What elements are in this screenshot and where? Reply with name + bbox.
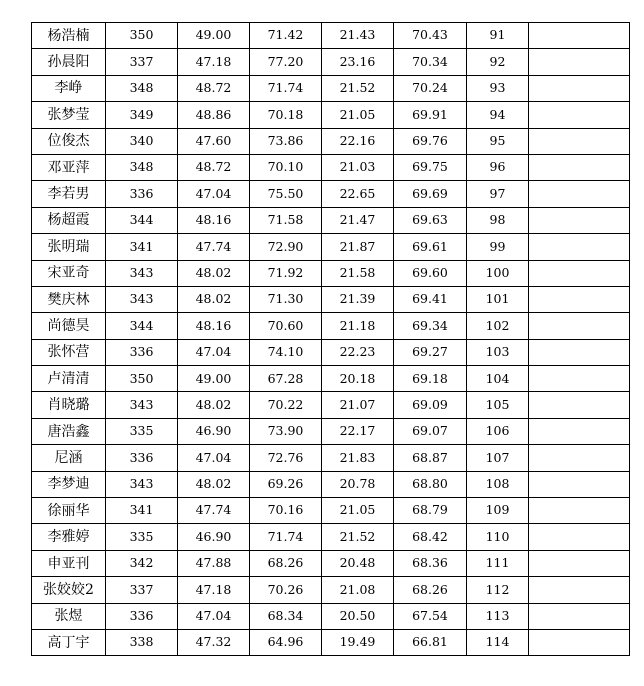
exam-score-cell: 340 <box>106 128 178 154</box>
weighted-interview-cell: 21.52 <box>322 75 394 101</box>
total-score-cell: 69.69 <box>394 181 467 207</box>
rank-cell: 99 <box>467 234 529 260</box>
exam-score-cell: 348 <box>106 75 178 101</box>
table-row <box>32 471 630 497</box>
rank-cell: 110 <box>467 524 529 550</box>
weighted-exam-cell: 46.90 <box>178 524 250 550</box>
name-cell: 宋亚奇 <box>32 260 106 286</box>
interview-score-cell: 75.50 <box>250 181 322 207</box>
remarks-cell <box>529 418 630 444</box>
table-row <box>32 102 630 128</box>
interview-score-cell: 70.22 <box>250 392 322 418</box>
remarks-cell <box>529 498 630 524</box>
name-cell: 高丁宇 <box>32 629 106 655</box>
exam-score-cell: 341 <box>106 498 178 524</box>
total-score-cell: 69.76 <box>394 128 467 154</box>
table-row <box>32 181 630 207</box>
total-score-cell: 68.80 <box>394 471 467 497</box>
total-score-cell: 69.27 <box>394 339 467 365</box>
interview-score-cell: 70.10 <box>250 154 322 180</box>
total-score-cell: 68.36 <box>394 550 467 576</box>
interview-score-cell: 68.34 <box>250 603 322 629</box>
weighted-interview-cell: 21.08 <box>322 577 394 603</box>
table-row <box>32 629 630 655</box>
total-score-cell: 70.34 <box>394 49 467 75</box>
name-cell: 李若男 <box>32 181 106 207</box>
table-row <box>32 260 630 286</box>
remarks-cell <box>529 366 630 392</box>
table-body <box>32 23 630 656</box>
exam-score-cell: 336 <box>106 339 178 365</box>
interview-score-cell: 71.42 <box>250 23 322 49</box>
name-cell: 肖晓璐 <box>32 392 106 418</box>
exam-score-cell: 337 <box>106 577 178 603</box>
interview-score-cell: 71.74 <box>250 524 322 550</box>
interview-score-cell: 70.26 <box>250 577 322 603</box>
weighted-exam-cell: 48.02 <box>178 392 250 418</box>
table-row <box>32 75 630 101</box>
weighted-exam-cell: 47.04 <box>178 445 250 471</box>
weighted-interview-cell: 23.16 <box>322 49 394 75</box>
remarks-cell <box>529 629 630 655</box>
remarks-cell <box>529 392 630 418</box>
exam-score-cell: 341 <box>106 234 178 260</box>
rank-cell: 105 <box>467 392 529 418</box>
total-score-cell: 69.61 <box>394 234 467 260</box>
rank-cell: 94 <box>467 102 529 128</box>
rank-cell: 102 <box>467 313 529 339</box>
name-cell: 张梦莹 <box>32 102 106 128</box>
weighted-interview-cell: 21.39 <box>322 286 394 312</box>
rank-cell: 104 <box>467 366 529 392</box>
weighted-interview-cell: 21.18 <box>322 313 394 339</box>
rank-cell: 93 <box>467 75 529 101</box>
name-cell: 张怀营 <box>32 339 106 365</box>
total-score-cell: 70.43 <box>394 23 467 49</box>
exam-score-cell: 349 <box>106 102 178 128</box>
remarks-cell <box>529 471 630 497</box>
rank-cell: 109 <box>467 498 529 524</box>
exam-score-cell: 336 <box>106 445 178 471</box>
rank-cell: 112 <box>467 577 529 603</box>
interview-score-cell: 72.76 <box>250 445 322 471</box>
weighted-interview-cell: 22.65 <box>322 181 394 207</box>
total-score-cell: 69.34 <box>394 313 467 339</box>
weighted-interview-cell: 22.23 <box>322 339 394 365</box>
total-score-cell: 69.60 <box>394 260 467 286</box>
exam-score-cell: 337 <box>106 49 178 75</box>
weighted-interview-cell: 21.05 <box>322 102 394 128</box>
weighted-exam-cell: 48.02 <box>178 471 250 497</box>
interview-score-cell: 70.18 <box>250 102 322 128</box>
rank-cell: 107 <box>467 445 529 471</box>
table-row <box>32 524 630 550</box>
total-score-cell: 68.42 <box>394 524 467 550</box>
exam-score-cell: 343 <box>106 392 178 418</box>
name-cell: 李峥 <box>32 75 106 101</box>
name-cell: 张明瑞 <box>32 234 106 260</box>
table-row <box>32 234 630 260</box>
interview-score-cell: 71.30 <box>250 286 322 312</box>
weighted-exam-cell: 47.88 <box>178 550 250 576</box>
rank-cell: 106 <box>467 418 529 444</box>
score-table <box>31 22 630 656</box>
table-row <box>32 550 630 576</box>
table-row <box>32 207 630 233</box>
weighted-interview-cell: 21.03 <box>322 154 394 180</box>
interview-score-cell: 73.90 <box>250 418 322 444</box>
remarks-cell <box>529 128 630 154</box>
interview-score-cell: 71.92 <box>250 260 322 286</box>
name-cell: 李梦迪 <box>32 471 106 497</box>
rank-cell: 114 <box>467 629 529 655</box>
interview-score-cell: 71.74 <box>250 75 322 101</box>
total-score-cell: 69.07 <box>394 418 467 444</box>
total-score-cell: 68.26 <box>394 577 467 603</box>
interview-score-cell: 68.26 <box>250 550 322 576</box>
rank-cell: 108 <box>467 471 529 497</box>
total-score-cell: 69.18 <box>394 366 467 392</box>
rank-cell: 100 <box>467 260 529 286</box>
exam-score-cell: 335 <box>106 524 178 550</box>
table-row <box>32 313 630 339</box>
interview-score-cell: 71.58 <box>250 207 322 233</box>
weighted-interview-cell: 21.43 <box>322 23 394 49</box>
rank-cell: 113 <box>467 603 529 629</box>
name-cell: 杨超霞 <box>32 207 106 233</box>
remarks-cell <box>529 603 630 629</box>
rank-cell: 103 <box>467 339 529 365</box>
table-row <box>32 577 630 603</box>
rank-cell: 96 <box>467 154 529 180</box>
remarks-cell <box>529 260 630 286</box>
remarks-cell <box>529 75 630 101</box>
remarks-cell <box>529 524 630 550</box>
weighted-interview-cell: 21.58 <box>322 260 394 286</box>
remarks-cell <box>529 577 630 603</box>
total-score-cell: 66.81 <box>394 629 467 655</box>
exam-score-cell: 336 <box>106 181 178 207</box>
exam-score-cell: 336 <box>106 603 178 629</box>
table-row <box>32 498 630 524</box>
table-row <box>32 366 630 392</box>
name-cell: 邓亚萍 <box>32 154 106 180</box>
table-row <box>32 392 630 418</box>
weighted-interview-cell: 22.16 <box>322 128 394 154</box>
table-row <box>32 154 630 180</box>
name-cell: 申亚刊 <box>32 550 106 576</box>
name-cell: 樊庆林 <box>32 286 106 312</box>
weighted-exam-cell: 47.04 <box>178 181 250 207</box>
rank-cell: 98 <box>467 207 529 233</box>
table-row <box>32 128 630 154</box>
weighted-exam-cell: 47.04 <box>178 603 250 629</box>
weighted-interview-cell: 20.48 <box>322 550 394 576</box>
weighted-exam-cell: 48.72 <box>178 154 250 180</box>
name-cell: 杨浩楠 <box>32 23 106 49</box>
weighted-exam-cell: 47.74 <box>178 498 250 524</box>
remarks-cell <box>529 234 630 260</box>
weighted-interview-cell: 21.83 <box>322 445 394 471</box>
remarks-cell <box>529 313 630 339</box>
name-cell: 徐丽华 <box>32 498 106 524</box>
weighted-exam-cell: 49.00 <box>178 23 250 49</box>
remarks-cell <box>529 286 630 312</box>
weighted-exam-cell: 48.02 <box>178 286 250 312</box>
name-cell: 尼涵 <box>32 445 106 471</box>
weighted-exam-cell: 48.02 <box>178 260 250 286</box>
exam-score-cell: 343 <box>106 260 178 286</box>
remarks-cell <box>529 550 630 576</box>
table-row <box>32 286 630 312</box>
interview-score-cell: 72.90 <box>250 234 322 260</box>
weighted-interview-cell: 21.47 <box>322 207 394 233</box>
table-row <box>32 418 630 444</box>
rank-cell: 91 <box>467 23 529 49</box>
exam-score-cell: 343 <box>106 286 178 312</box>
exam-score-cell: 344 <box>106 313 178 339</box>
weighted-interview-cell: 20.50 <box>322 603 394 629</box>
name-cell: 李雅婷 <box>32 524 106 550</box>
weighted-exam-cell: 47.18 <box>178 577 250 603</box>
name-cell: 唐浩鑫 <box>32 418 106 444</box>
weighted-interview-cell: 21.52 <box>322 524 394 550</box>
weighted-exam-cell: 48.72 <box>178 75 250 101</box>
weighted-exam-cell: 47.60 <box>178 128 250 154</box>
interview-score-cell: 74.10 <box>250 339 322 365</box>
exam-score-cell: 348 <box>106 154 178 180</box>
interview-score-cell: 69.26 <box>250 471 322 497</box>
rank-cell: 92 <box>467 49 529 75</box>
exam-score-cell: 342 <box>106 550 178 576</box>
rank-cell: 101 <box>467 286 529 312</box>
remarks-cell <box>529 154 630 180</box>
name-cell: 张煜 <box>32 603 106 629</box>
table-row <box>32 339 630 365</box>
total-score-cell: 69.63 <box>394 207 467 233</box>
name-cell: 位俊杰 <box>32 128 106 154</box>
total-score-cell: 69.91 <box>394 102 467 128</box>
rank-cell: 111 <box>467 550 529 576</box>
name-cell: 尚德昊 <box>32 313 106 339</box>
weighted-exam-cell: 47.74 <box>178 234 250 260</box>
remarks-cell <box>529 181 630 207</box>
interview-score-cell: 70.16 <box>250 498 322 524</box>
interview-score-cell: 67.28 <box>250 366 322 392</box>
total-score-cell: 68.87 <box>394 445 467 471</box>
exam-score-cell: 350 <box>106 366 178 392</box>
weighted-exam-cell: 49.00 <box>178 366 250 392</box>
remarks-cell <box>529 445 630 471</box>
interview-score-cell: 77.20 <box>250 49 322 75</box>
weighted-exam-cell: 48.86 <box>178 102 250 128</box>
exam-score-cell: 335 <box>106 418 178 444</box>
weighted-interview-cell: 20.78 <box>322 471 394 497</box>
weighted-exam-cell: 48.16 <box>178 313 250 339</box>
exam-score-cell: 343 <box>106 471 178 497</box>
name-cell: 卢清清 <box>32 366 106 392</box>
total-score-cell: 70.24 <box>394 75 467 101</box>
weighted-interview-cell: 21.05 <box>322 498 394 524</box>
exam-score-cell: 338 <box>106 629 178 655</box>
table-row <box>32 23 630 49</box>
table-row <box>32 603 630 629</box>
remarks-cell <box>529 207 630 233</box>
total-score-cell: 69.41 <box>394 286 467 312</box>
weighted-interview-cell: 22.17 <box>322 418 394 444</box>
weighted-exam-cell: 47.32 <box>178 629 250 655</box>
total-score-cell: 69.75 <box>394 154 467 180</box>
weighted-exam-cell: 47.18 <box>178 49 250 75</box>
weighted-interview-cell: 20.18 <box>322 366 394 392</box>
remarks-cell <box>529 23 630 49</box>
name-cell: 张姣姣2 <box>32 577 106 603</box>
rank-cell: 95 <box>467 128 529 154</box>
exam-score-cell: 344 <box>106 207 178 233</box>
table-row <box>32 49 630 75</box>
total-score-cell: 69.09 <box>394 392 467 418</box>
remarks-cell <box>529 339 630 365</box>
weighted-interview-cell: 21.87 <box>322 234 394 260</box>
remarks-cell <box>529 49 630 75</box>
interview-score-cell: 64.96 <box>250 629 322 655</box>
weighted-interview-cell: 21.07 <box>322 392 394 418</box>
interview-score-cell: 70.60 <box>250 313 322 339</box>
weighted-exam-cell: 46.90 <box>178 418 250 444</box>
rank-cell: 97 <box>467 181 529 207</box>
remarks-cell <box>529 102 630 128</box>
table-row <box>32 445 630 471</box>
weighted-exam-cell: 48.16 <box>178 207 250 233</box>
interview-score-cell: 73.86 <box>250 128 322 154</box>
exam-score-cell: 350 <box>106 23 178 49</box>
name-cell: 孙晨阳 <box>32 49 106 75</box>
weighted-exam-cell: 47.04 <box>178 339 250 365</box>
weighted-interview-cell: 19.49 <box>322 629 394 655</box>
total-score-cell: 67.54 <box>394 603 467 629</box>
total-score-cell: 68.79 <box>394 498 467 524</box>
